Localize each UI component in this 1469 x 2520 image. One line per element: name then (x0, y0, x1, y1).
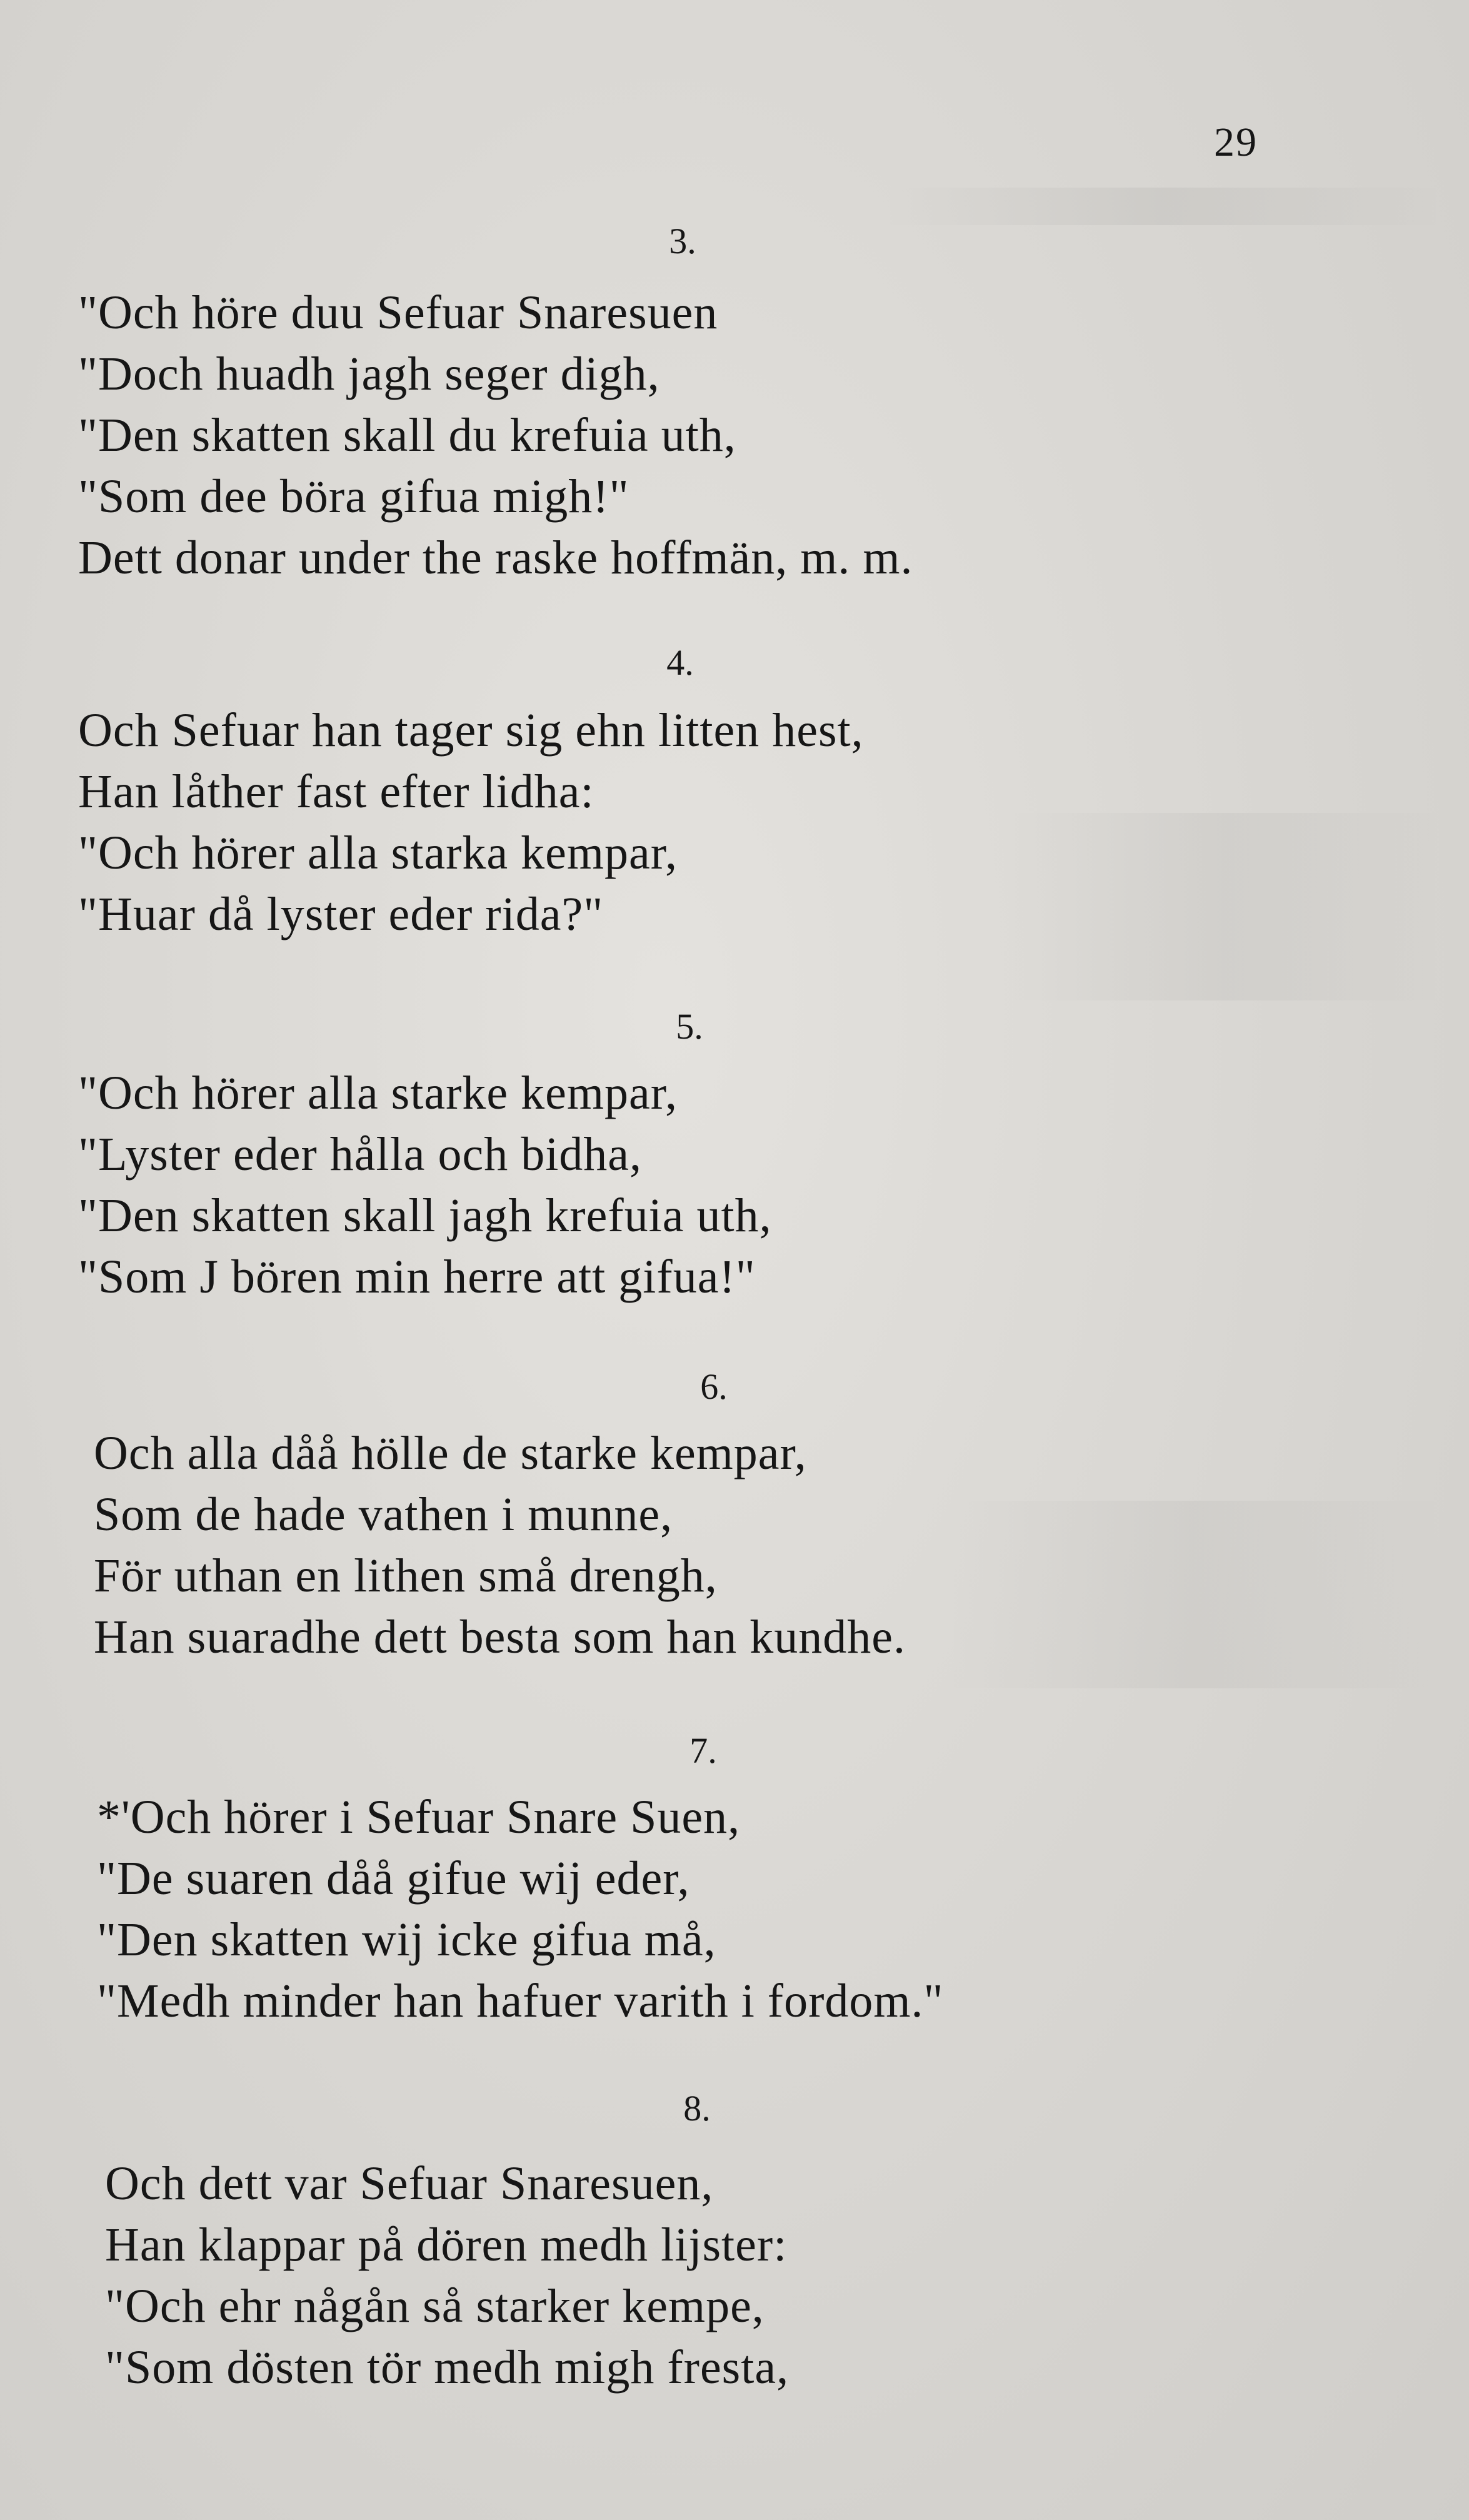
verse-line: "Och ehr någån så starker kempe, (105, 2280, 765, 2332)
stanza-number: 5. (676, 1006, 703, 1047)
verse-line: Han klappar på dören medh lijster: (105, 2219, 788, 2271)
verse-line: Och dett var Sefuar Snaresuen, (105, 2157, 714, 2210)
page-number: 29 (1214, 119, 1258, 165)
verse-line: För uthan en lithen små drengh, (94, 1550, 718, 1602)
verse-line: "Den skatten skall jagh krefuia uth, (78, 1189, 772, 1242)
bleed-through-shadow (1006, 813, 1444, 1000)
verse-line: "Den skatten wij icke gifua må, (97, 1913, 716, 1966)
verse-line: *'Och hörer i Sefuar Snare Suen, (97, 1791, 741, 1843)
verse-line: Och Sefuar han tager sig ehn litten hest, (78, 704, 864, 757)
verse-line: Dett donar under the raske hoffmän, m. m. (78, 532, 913, 584)
verse-line: "Doch huadh jagh seger digh, (78, 348, 660, 400)
verse-line: "Som dösten tör medh migh fresta, (105, 2341, 790, 2394)
stanza-number: 7. (689, 1730, 717, 1771)
verse-line: "Den skatten skall du krefuia uth, (78, 409, 736, 461)
verse-line: "Som dee böra gifua migh!" (78, 470, 629, 523)
verse-line: Han suaradhe dett besta som han kundhe. (94, 1611, 906, 1663)
verse-line: "Och hörer alla starka kempar, (78, 827, 678, 879)
verse-line: "Som J bören min herre att gifua!" (78, 1251, 756, 1303)
verse-line: "Och höre duu Sefuar Snaresuen (78, 286, 718, 339)
verse-line: "Medh minder han hafuer varith i fordom." (97, 1975, 944, 2027)
stanza-number: 3. (669, 221, 696, 261)
stanza-number: 8. (683, 2088, 711, 2129)
verse-line: "Huar då lyster eder rida?" (78, 888, 604, 940)
verse-line: Och alla dåå hölle de starke kempar, (94, 1427, 807, 1479)
verse-line: Som de hade vathen i munne, (94, 1488, 673, 1541)
bleed-through-shadow (881, 188, 1444, 225)
verse-line: "De suaren dåå gifue wij eder, (97, 1852, 690, 1905)
stanza-number: 6. (700, 1366, 728, 1407)
verse-line: "Och hörer alla starke kempar, (78, 1067, 678, 1119)
bleed-through-shadow (944, 1501, 1444, 1688)
verse-line: "Lyster eder hålla och bidha, (78, 1128, 643, 1181)
stanza-number: 4. (666, 642, 694, 683)
verse-line: Han låther fast efter lidha: (78, 765, 594, 818)
